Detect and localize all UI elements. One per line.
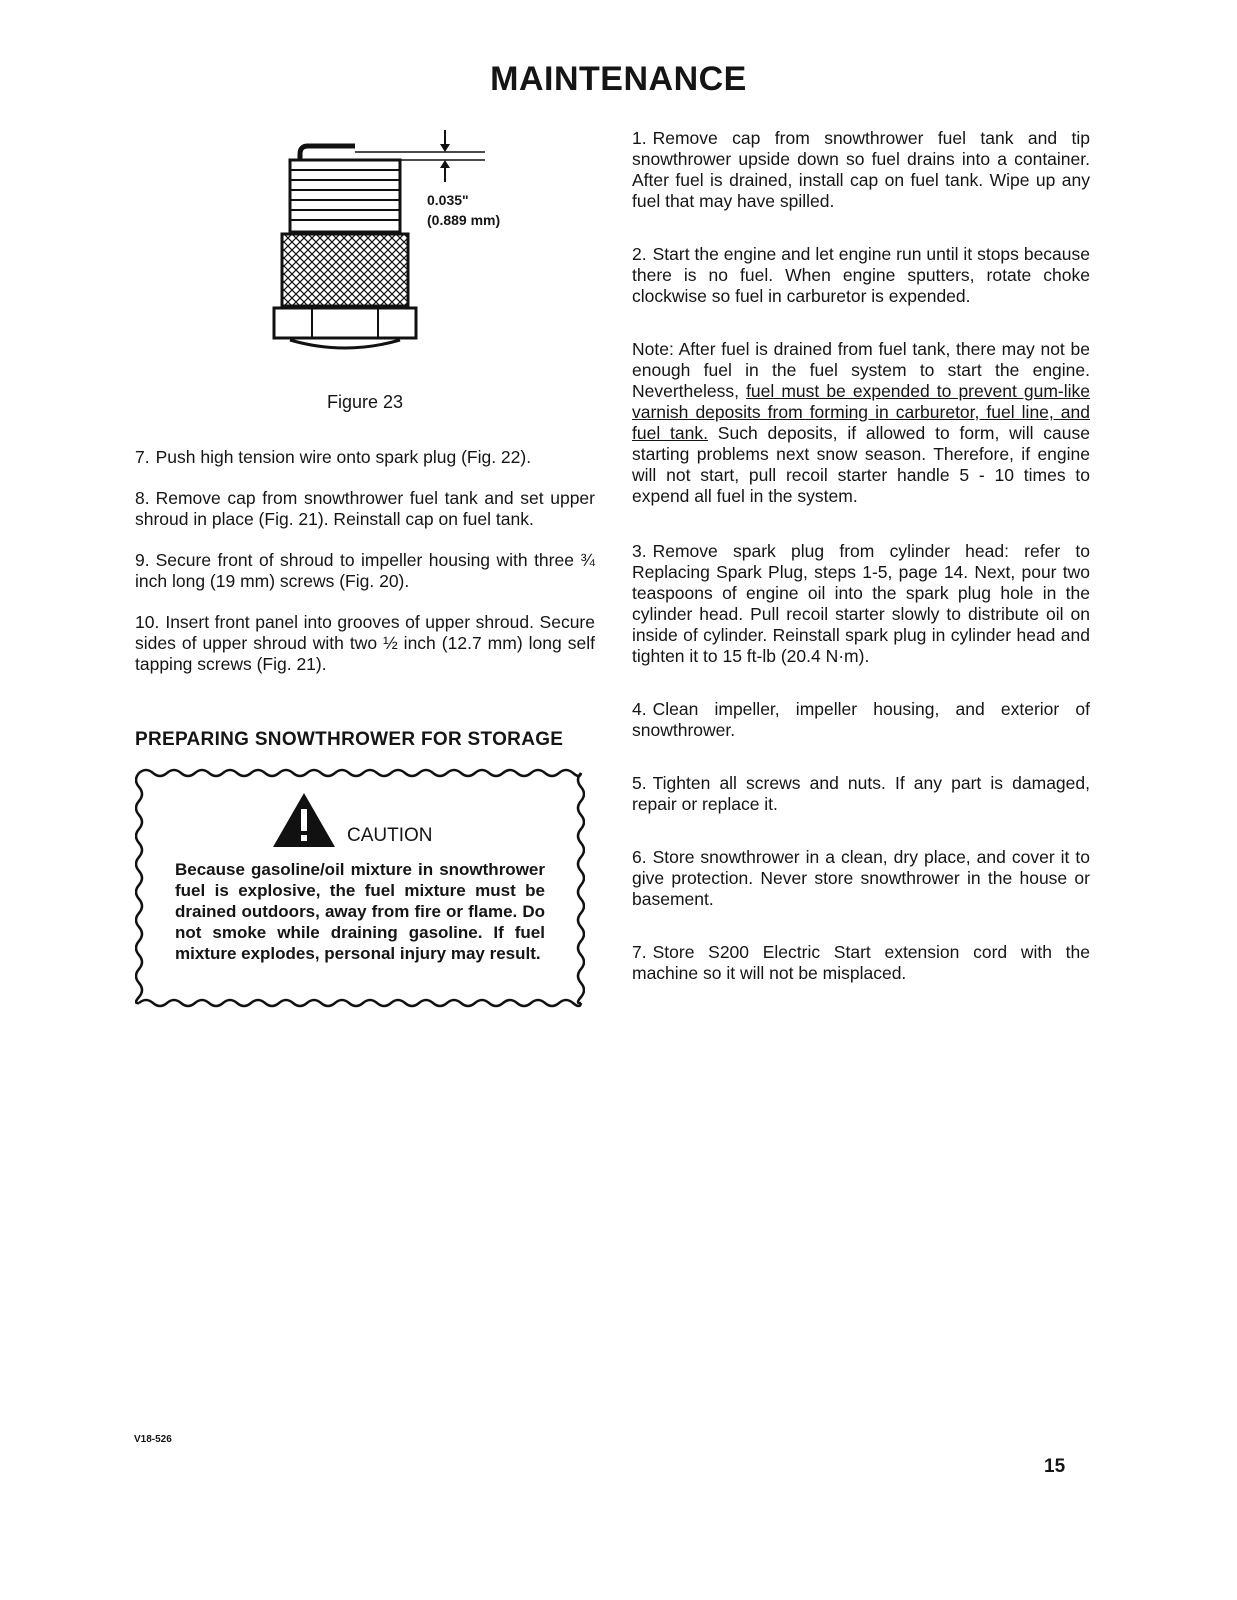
storage-section-heading: PREPARING SNOWTHROWER FOR STORAGE <box>135 729 564 750</box>
left-step: 10. Insert front panel into grooves of upper shroud. Secure sides of upper shroud with two ½ inch (12.7 mm) long self tapping screws (Fig. 21). <box>135 612 595 674</box>
caution-box <box>135 765 585 1011</box>
caution-text: Because gasoline/oil mixture in snowthrower fuel is explosive, the fuel mixture must be drained outdoors, away from fire or flame. Do not smoke while draining gasoline. If fuel mixture explodes, personal injury may result. <box>175 860 545 963</box>
fuel-note: Note: After fuel is drained from fuel tank, there may not be enough fuel in the fuel system to start the engine. Nevertheless, fuel must be expended to prevent gum-like varnish deposits from forming in carburetor, fuel line, and fuel tank. Such deposits, if allowed to form, will cause starting problems next snow season. Therefore, if engine will not start, pull recoil starter handle 5 - 10 times to expend all fuel in the system. <box>632 339 1091 506</box>
caution-label: CAUTION <box>347 825 433 846</box>
right-step: 4. Clean impeller, impeller housing, and exterior of snowthrower. <box>632 699 1090 740</box>
right-column <box>632 128 1090 1016</box>
page-title: MAINTENANCE <box>490 60 747 98</box>
right-step: 3. Remove spark plug from cylinder head: refer to Replacing Spark Plug, steps 1-5, page 14. Next, pour two teaspoons of engine oil into the spark plug hole in the cylinder head. Pull recoil starter slowly to distribute oil on inside of cylinder. Reinstall spark plug in cylinder head and tighten it to 15 ft-lb (20.4 N·m). <box>632 541 1090 666</box>
caution-content <box>175 785 545 964</box>
page-number: 15 <box>1044 1456 1066 1477</box>
warning-triangle-icon <box>271 791 337 849</box>
right-step: 5. Tighten all screws and nuts. If any part is damaged, repair or replace it. <box>632 773 1090 814</box>
spark-plug-illustration <box>260 130 490 360</box>
left-step: 7. Push high tension wire onto spark plug (Fig. 22). <box>135 447 532 467</box>
left-step: 9. Secure front of shroud to impeller housing with three ¾ inch long (19 mm) screws (Fig. 20). <box>135 550 595 591</box>
document-code: V18-526 <box>134 1434 172 1445</box>
gap-measurement-label <box>427 190 500 230</box>
figure-caption: Figure 23 <box>326 392 404 412</box>
gap-inch: 0.035" <box>427 192 469 208</box>
caution-header <box>175 785 545 853</box>
right-step: 2. Start the engine and let engine run until it stops because there is no fuel. When engine sputters, rotate choke clockwise so fuel in carburetor is expended. <box>632 244 1090 306</box>
fuel-note-emphasis: fuel must be expended to prevent gum-like varnish deposits from forming in carburetor, fuel line, and fuel tank. <box>632 381 1091 443</box>
left-step: 8. Remove cap from snowthrower fuel tank and set upper shroud in place (Fig. 21). Reinstall cap on fuel tank. <box>135 488 595 529</box>
right-step: 7. Store S200 Electric Start extension cord with the machine so it will not be misplaced. <box>632 942 1090 983</box>
left-column <box>135 120 595 1011</box>
right-step: 1. Remove cap from snowthrower fuel tank and tip snowthrower upside down so fuel drains into a container. After fuel is drained, install cap on fuel tank. Wipe up any fuel that may have spilled. <box>632 128 1090 211</box>
gap-mm: (0.889 mm) <box>427 212 501 228</box>
spark-plug-figure <box>135 120 595 370</box>
right-step: 6. Store snowthrower in a clean, dry place, and cover it to give protection. Never store snowthrower in the house or basement. <box>632 847 1090 909</box>
